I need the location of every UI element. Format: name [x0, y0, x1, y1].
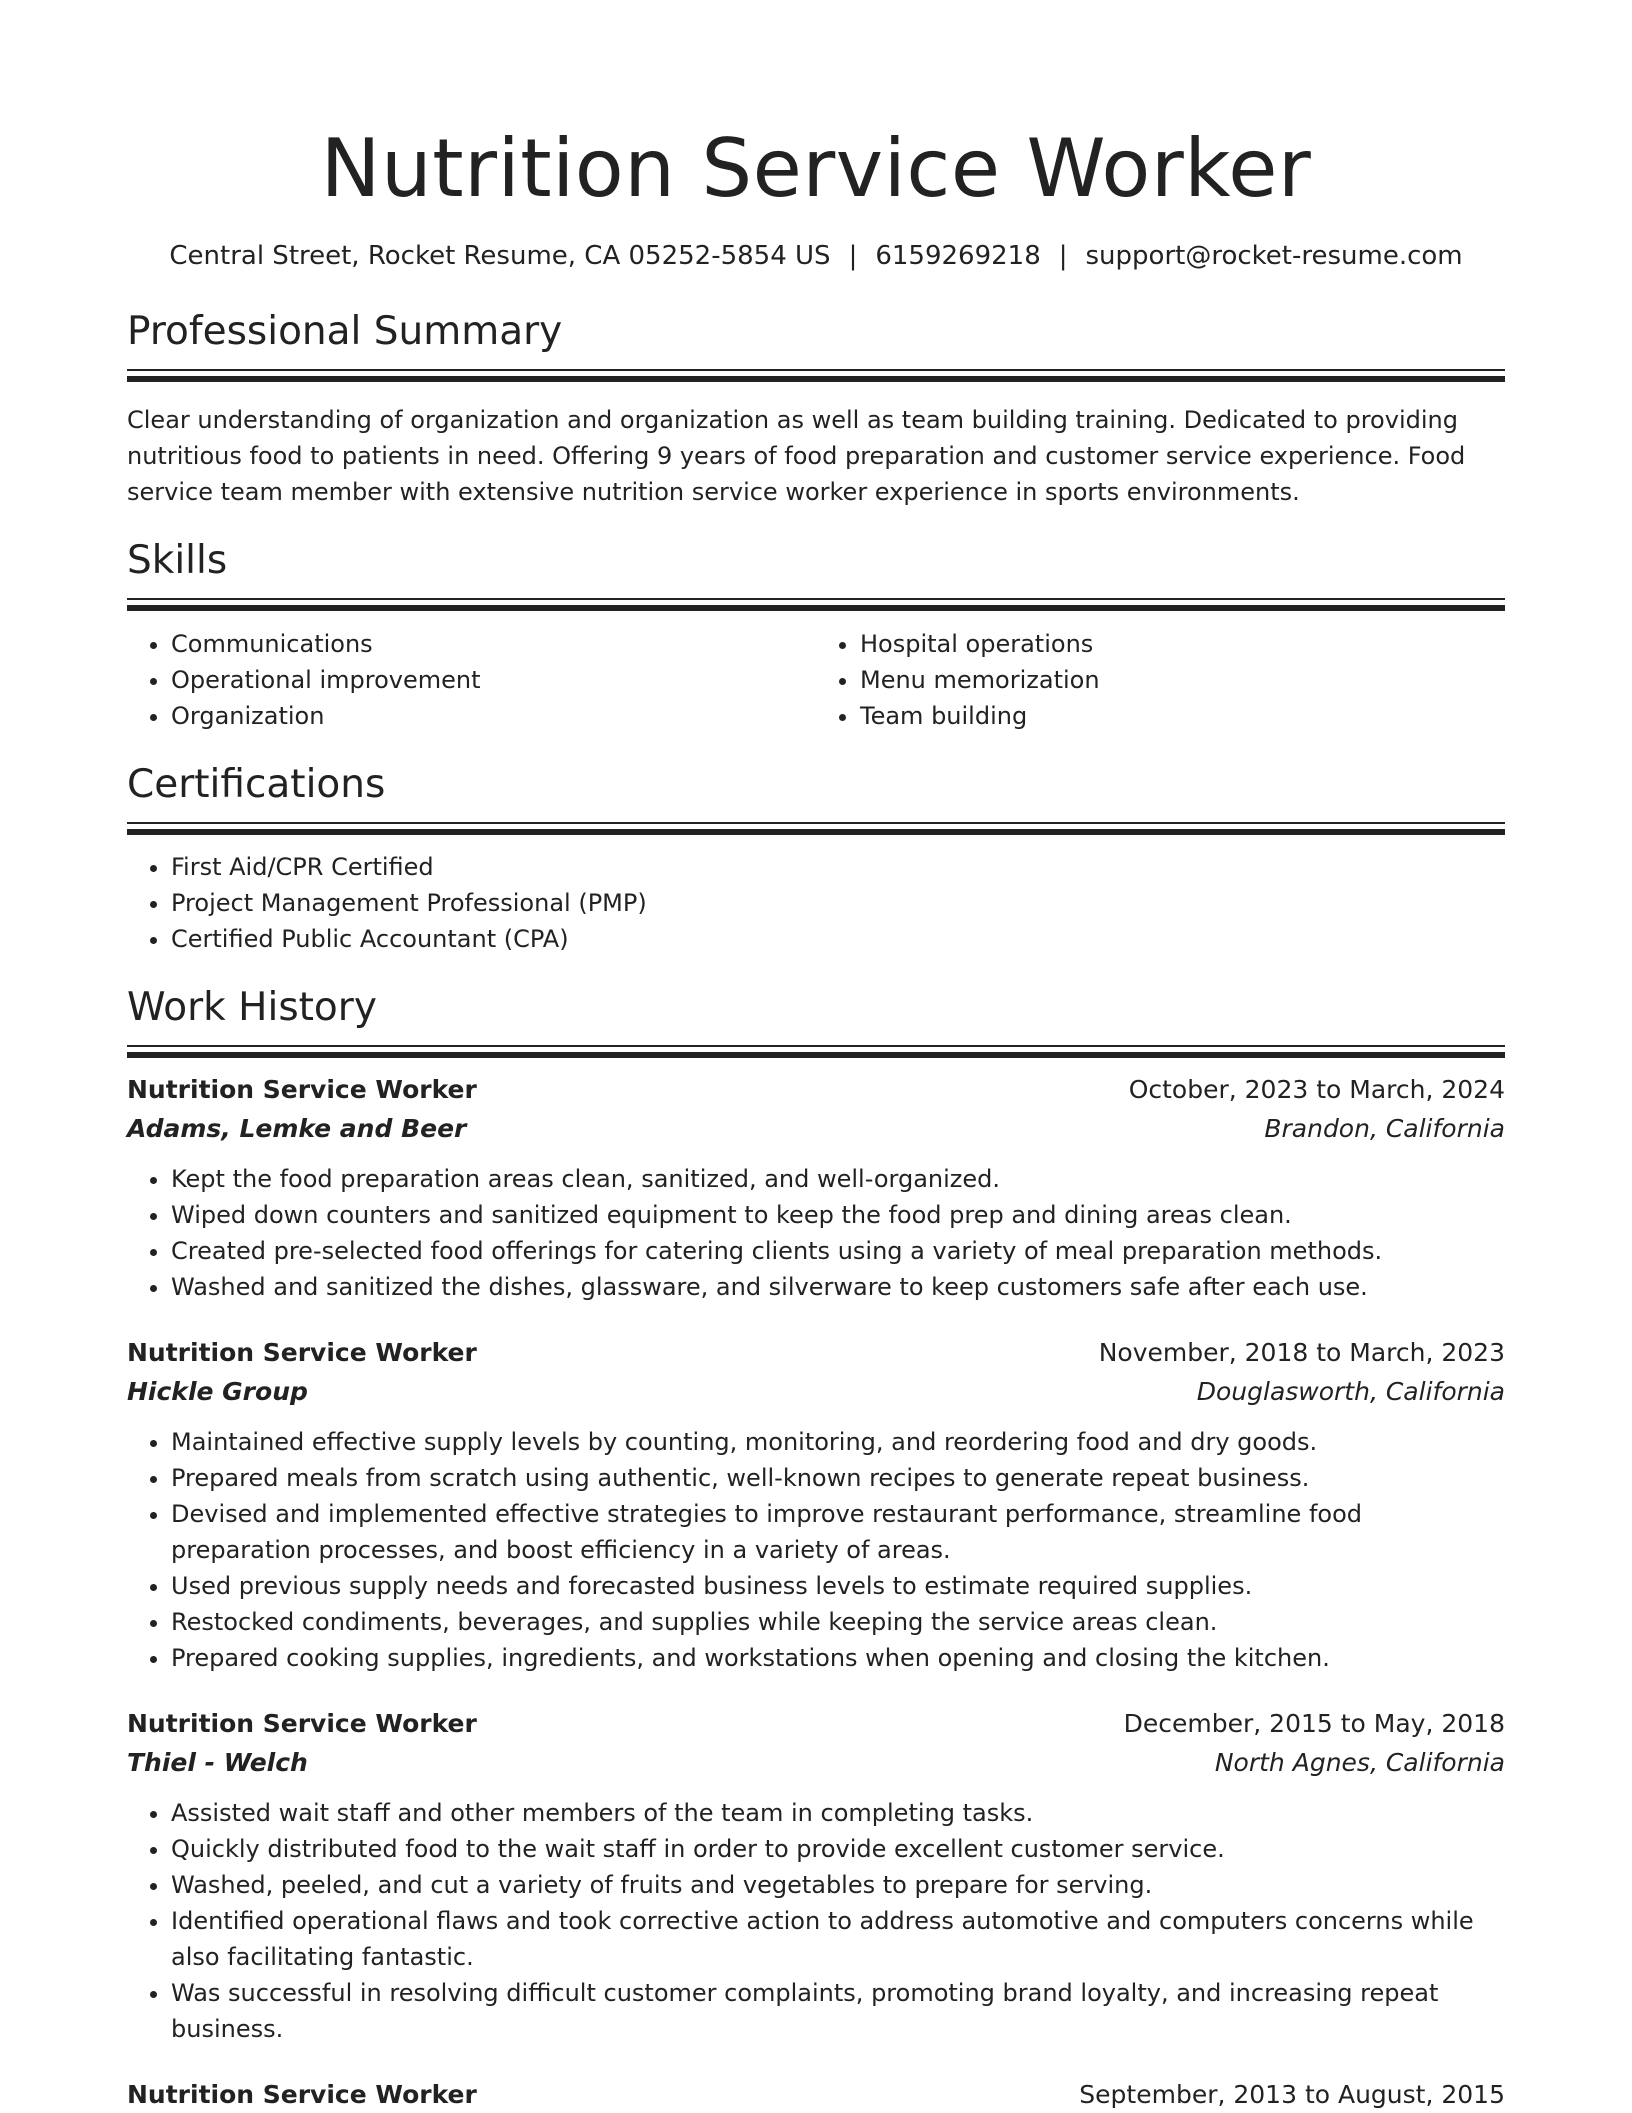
- job-title: Nutrition Service Worker: [127, 1075, 477, 1104]
- skills-columns: [127, 626, 1505, 734]
- list-item: • Washed, peeled, and cut a variety of fruits and vegetables to prepare for serving.: [171, 1867, 1505, 1903]
- job-title: Nutrition Service Worker: [127, 1709, 477, 1738]
- contact-separator: |: [848, 241, 858, 271]
- certifications-section: [127, 760, 1505, 957]
- skills-list-right: [816, 626, 1505, 734]
- job-header: [127, 1706, 1505, 1742]
- job-header: [127, 1072, 1505, 1108]
- list-item: • First Aid/CPR Certified: [171, 849, 1505, 885]
- job-title: Nutrition Service Worker: [127, 2080, 477, 2109]
- summary-section: [127, 307, 1505, 510]
- job-bullets: [127, 1424, 1505, 1676]
- job-subheader: [127, 1111, 1505, 1147]
- section-divider: [127, 822, 1505, 835]
- list-item: • Operational improvement: [171, 662, 816, 698]
- list-item: • Organization: [171, 698, 816, 734]
- section-title-summary: Professional Summary: [127, 309, 563, 354]
- list-item: • Washed and sanitized the dishes, glassware, and silverware to keep customers safe after each use.: [171, 1269, 1505, 1305]
- list-item: • Menu memorization: [860, 662, 1505, 698]
- contact-address: Central Street, Rocket Resume, CA 05252-5854 US: [169, 241, 831, 271]
- section-title-certifications: Certifications: [127, 762, 386, 807]
- job-dates: October, 2023 to March, 2024: [1128, 1075, 1505, 1104]
- job-dates: November, 2018 to March, 2023: [1098, 1338, 1505, 1367]
- skills-list-left: [127, 626, 816, 734]
- section-title-work-history: Work History: [127, 985, 377, 1030]
- job-location: North Agnes, California: [1214, 1748, 1505, 1777]
- contact-line: [127, 239, 1505, 273]
- section-divider: [127, 369, 1505, 382]
- list-item: • Quickly distributed food to the wait staff in order to provide excellent customer service.: [171, 1831, 1505, 1867]
- certifications-list: [127, 849, 1505, 957]
- job-company: Adams, Lemke and Beer: [127, 1114, 467, 1143]
- list-item: • Communications: [171, 626, 816, 662]
- list-item: • Assisted wait staff and other members of the team in completing tasks.: [171, 1795, 1505, 1831]
- skills-section: [127, 536, 1505, 734]
- section-divider: [127, 1045, 1505, 1058]
- job-entry: [127, 1706, 1505, 2047]
- job-location: Brandon, California: [1264, 1114, 1505, 1143]
- list-item: • Identified operational flaws and took corrective action to address automotive and computers concerns while also facilitating fantastic.: [171, 1903, 1505, 1975]
- list-item: • Team building: [860, 698, 1505, 734]
- list-item: • Was successful in resolving difficult customer complaints, promoting brand loyalty, and increasing repeat business.: [171, 1975, 1505, 2047]
- job-header: [127, 1335, 1505, 1371]
- list-item: • Used previous supply needs and forecasted business levels to estimate required supplies.: [171, 1568, 1505, 1604]
- list-item: • Project Management Professional (PMP): [171, 885, 1505, 921]
- list-item: • Prepared cooking supplies, ingredients, and workstations when opening and closing the kitchen.: [171, 1640, 1505, 1676]
- job-entry: [127, 2077, 1505, 2113]
- list-item: • Maintained effective supply levels by counting, monitoring, and reordering food and dry goods.: [171, 1424, 1505, 1460]
- job-subheader: [127, 1374, 1505, 1410]
- list-item: • Restocked condiments, beverages, and supplies while keeping the service areas clean.: [171, 1604, 1505, 1640]
- job-header: [127, 2077, 1505, 2113]
- list-item: • Created pre-selected food offerings for catering clients using a variety of meal preparation methods.: [171, 1233, 1505, 1269]
- list-item: • Kept the food preparation areas clean, sanitized, and well-organized.: [171, 1161, 1505, 1197]
- contact-email: support@rocket-resume.com: [1085, 241, 1463, 271]
- job-title: Nutrition Service Worker: [127, 1338, 477, 1367]
- job-company: Thiel - Welch: [127, 1748, 308, 1777]
- section-divider: [127, 598, 1505, 611]
- resume-name: Nutrition Service Worker: [320, 122, 1312, 215]
- job-bullets: [127, 1161, 1505, 1305]
- contact-phone: 6159269218: [875, 241, 1041, 271]
- job-bullets: [127, 1795, 1505, 2047]
- job-entry: [127, 1072, 1505, 1305]
- job-subheader: [127, 1745, 1505, 1781]
- job-location: Douglasworth, California: [1196, 1377, 1505, 1406]
- list-item: • Devised and implemented effective strategies to improve restaurant performance, streamline food preparation processes, and boost efficiency in a variety of areas.: [171, 1496, 1505, 1568]
- work-history-section: [127, 983, 1505, 2113]
- section-title-skills: Skills: [127, 538, 228, 583]
- list-item: • Prepared meals from scratch using authentic, well-known recipes to generate repeat business.: [171, 1460, 1505, 1496]
- contact-separator: |: [1058, 241, 1068, 271]
- list-item: • Wiped down counters and sanitized equipment to keep the food prep and dining areas clean.: [171, 1197, 1505, 1233]
- job-dates: December, 2015 to May, 2018: [1123, 1709, 1505, 1738]
- list-item: • Hospital operations: [860, 626, 1505, 662]
- job-entry: [127, 1335, 1505, 1676]
- job-dates: September, 2013 to August, 2015: [1079, 2080, 1505, 2109]
- list-item: • Certified Public Accountant (CPA): [171, 921, 1505, 957]
- summary-text: Clear understanding of organization and organization as well as team building training. Dedicated to providing nutritious food to patients in need. Offering 9 years of food preparation and customer service experience. Food service team member with extensive nutrition service worker experience in sports environments.: [127, 406, 1466, 506]
- job-company: Hickle Group: [127, 1377, 308, 1406]
